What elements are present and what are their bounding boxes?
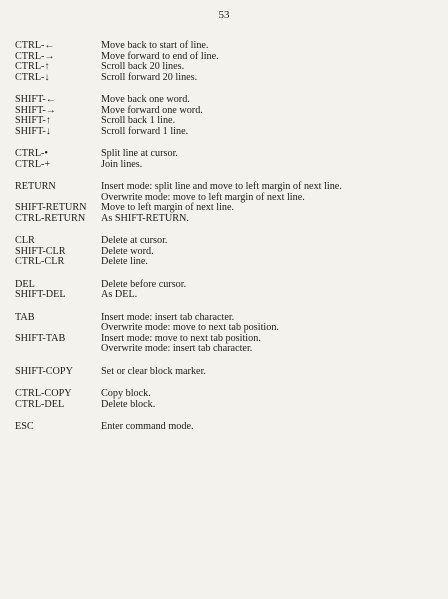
key-combination: CTRL-CLR — [15, 256, 65, 267]
key-combination: SHIFT-↑ — [15, 115, 51, 126]
command-description: Join lines. — [101, 158, 143, 170]
key-combination: CTRL-RETURN — [15, 212, 86, 224]
command-description: Insert mode: move to next tab position. — [101, 332, 261, 344]
command-group — [15, 367, 440, 378]
command-row — [15, 247, 440, 258]
command-description: Scroll back 1 line. — [101, 115, 176, 126]
command-description: Delete line. — [101, 256, 148, 267]
command-row — [15, 422, 440, 433]
command-row — [15, 257, 440, 268]
command-row — [15, 389, 440, 400]
command-description: As SHIFT-RETURN. — [101, 212, 189, 224]
command-row — [15, 236, 440, 247]
key-combination: SHIFT-← — [15, 94, 56, 105]
key-combination: CTRL-• — [15, 148, 48, 159]
key-combination: CTRL-DEL — [15, 398, 65, 410]
command-row — [15, 149, 440, 160]
command-row — [15, 41, 440, 52]
key-command-table — [15, 41, 440, 433]
command-description: Split line at cursor. — [101, 148, 178, 159]
command-description: Enter command mode. — [101, 421, 194, 432]
key-combination: CTRL-↑ — [15, 61, 50, 72]
key-combination: SHIFT-RETURN — [15, 202, 87, 213]
key-combination: SHIFT-COPY — [15, 365, 73, 377]
command-row — [15, 95, 440, 106]
command-row — [15, 367, 440, 378]
command-row — [15, 106, 440, 117]
command-group — [15, 313, 440, 355]
key-combination: SHIFT-↓ — [15, 125, 51, 137]
command-group — [15, 95, 440, 137]
key-combination: SHIFT-→ — [15, 104, 56, 116]
command-group — [15, 280, 440, 301]
key-combination: SHIFT-CLR — [15, 245, 66, 257]
command-row — [15, 290, 440, 301]
key-combination — [15, 344, 101, 355]
command-description: Delete before cursor. — [101, 278, 187, 290]
command-row — [15, 280, 440, 291]
command-row — [15, 344, 440, 355]
key-combination: ESC — [15, 421, 34, 432]
key-combination: CTRL-← — [15, 40, 55, 51]
command-row — [15, 52, 440, 63]
command-row — [15, 73, 440, 84]
command-description: Overwrite mode: move to next tab position. — [101, 322, 279, 333]
command-row — [15, 323, 440, 334]
command-description: Move forward one word. — [101, 104, 203, 116]
command-group — [15, 182, 440, 224]
command-group — [15, 41, 440, 83]
page-number: 53 — [218, 9, 230, 21]
command-description: Delete block. — [101, 398, 156, 410]
command-group — [15, 236, 440, 268]
command-description: Insert mode: split line and move to left margin of next line. — [101, 181, 342, 192]
command-description: Copy block. — [101, 388, 151, 399]
key-combination — [15, 323, 101, 334]
key-combination: TAB — [15, 311, 35, 323]
command-row — [15, 182, 440, 193]
command-group — [15, 389, 440, 410]
command-description: Move back one word. — [101, 94, 190, 105]
command-description: Delete word. — [101, 245, 154, 257]
command-description: Scroll forward 1 line. — [101, 125, 189, 137]
command-description: Set or clear block marker. — [101, 365, 206, 377]
key-combination: SHIFT-TAB — [15, 332, 66, 344]
command-row — [15, 116, 440, 127]
command-description: Move forward to end of line. — [101, 50, 219, 62]
command-description: Scroll back 20 lines. — [101, 61, 185, 72]
command-description: As DEL. — [101, 289, 138, 300]
command-row — [15, 127, 440, 138]
key-combination: CTRL-↓ — [15, 71, 50, 83]
command-row — [15, 160, 440, 171]
command-row — [15, 203, 440, 214]
command-description: Scroll forward 20 lines. — [101, 71, 198, 83]
command-description: Overwrite mode: move to left margin of next line. — [101, 191, 305, 203]
command-row — [15, 400, 440, 411]
key-combination: CTRL-+ — [15, 158, 51, 170]
key-combination: SHIFT-DEL — [15, 289, 66, 300]
command-group — [15, 422, 440, 433]
key-combination: DEL — [15, 278, 35, 290]
key-combination: CTRL-→ — [15, 50, 55, 62]
command-description: Move to left margin of next line. — [101, 202, 235, 213]
key-combination: CLR — [15, 235, 35, 246]
command-description: Move back to start of line. — [101, 40, 209, 51]
command-row — [15, 62, 440, 73]
key-combination: RETURN — [15, 181, 56, 192]
command-group — [15, 149, 440, 170]
key-combination: CTRL-COPY — [15, 388, 72, 399]
command-description: Overwrite mode: insert tab character. — [101, 343, 253, 354]
command-row — [15, 214, 440, 225]
command-description: Insert mode: insert tab character. — [101, 311, 235, 323]
command-description: Delete at cursor. — [101, 235, 168, 246]
